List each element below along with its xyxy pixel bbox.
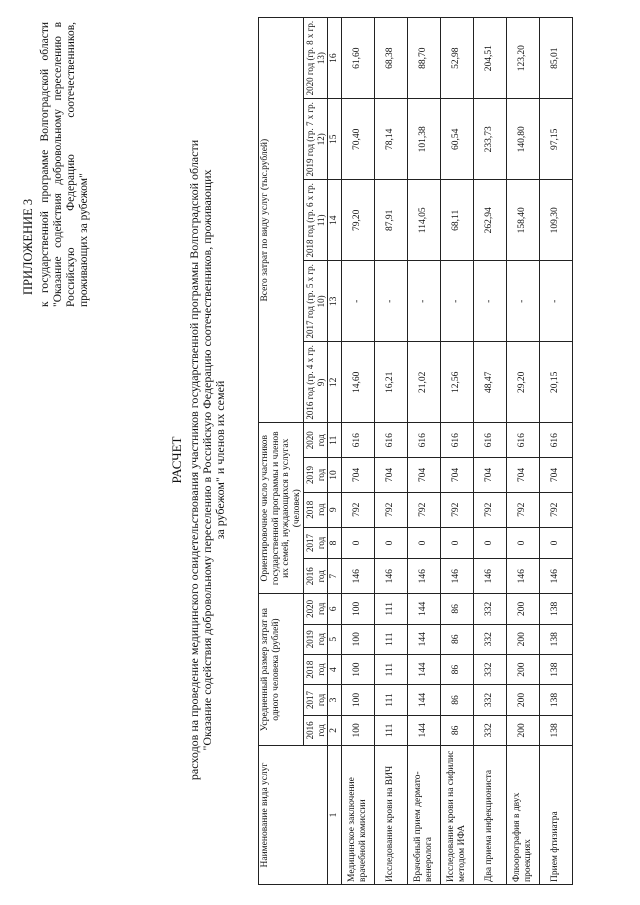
total-cell: 85,01 <box>539 18 572 99</box>
total-cell: - <box>539 261 572 342</box>
appendix-block <box>22 22 91 307</box>
people-cell: 704 <box>440 458 473 493</box>
total-cell: - <box>440 261 473 342</box>
service-name-cell: Два приема инфекциониста <box>473 746 506 885</box>
total-cell: 16,21 <box>374 342 407 423</box>
people-cell: 146 <box>440 559 473 594</box>
cost-cell: 138 <box>539 594 572 624</box>
total-cell: 21,02 <box>407 342 440 423</box>
column-number: 8 <box>328 527 342 559</box>
total-cell: 68,38 <box>374 18 407 99</box>
people-cell: 792 <box>407 492 440 527</box>
document-subtitle-line-2: "Оказание содействия добровольному переселению в Российскую Федерацию соотечественников, проживающих <box>200 169 214 751</box>
table-row <box>539 18 572 885</box>
total-cell: 60,54 <box>440 99 473 180</box>
people-cell: 704 <box>374 458 407 493</box>
people-cell: 0 <box>506 527 539 559</box>
cost-cell: 100 <box>341 654 374 684</box>
total-cell: 48,47 <box>473 342 506 423</box>
cost-cell: 332 <box>473 654 506 684</box>
people-cell: 704 <box>473 458 506 493</box>
avg-cost-header: Усредненный размер затрат на одного человека (рублей) <box>259 594 304 746</box>
participants-header: Ориентировочное число участников государственной программы и членов их семей, нуждающихся в услугах (человек) <box>259 423 304 594</box>
column-number: 14 <box>328 180 342 261</box>
cost-cell: 111 <box>374 624 407 654</box>
table-row <box>506 18 539 885</box>
cost-cell: 332 <box>473 624 506 654</box>
column-number: 2 <box>328 715 342 745</box>
cost-year-header: 2016 год <box>304 715 328 745</box>
table-row <box>341 18 374 885</box>
cost-cell: 138 <box>539 715 572 745</box>
total-cell: 79,20 <box>341 180 374 261</box>
cost-cell: 332 <box>473 685 506 715</box>
service-name-cell: Исследование крови на сифилис методом ИФА <box>440 746 473 885</box>
total-cell: 78,14 <box>374 99 407 180</box>
cost-year-header: 2020 год <box>304 594 328 624</box>
column-number: 10 <box>328 458 342 493</box>
participants-year-header: 2020 год <box>304 423 328 458</box>
cost-cell: 111 <box>374 654 407 684</box>
cost-cell: 200 <box>506 715 539 745</box>
people-cell: 0 <box>539 527 572 559</box>
total-cell: 52,98 <box>440 18 473 99</box>
people-cell: 146 <box>506 559 539 594</box>
cost-cell: 200 <box>506 685 539 715</box>
people-cell: 0 <box>473 527 506 559</box>
people-cell: 146 <box>374 559 407 594</box>
total-cell: 114,05 <box>407 180 440 261</box>
cost-year-header: 2018 год <box>304 654 328 684</box>
document-subtitle-line-1: расходов на проведение медицинского освидетельствования участников государственной программы Волгоградской области <box>187 139 201 781</box>
people-cell: 704 <box>506 458 539 493</box>
cost-cell: 332 <box>473 594 506 624</box>
total-cell: 109,30 <box>539 180 572 261</box>
header-row-main <box>259 18 304 885</box>
people-cell: 616 <box>374 423 407 458</box>
total-cell: 14,60 <box>341 342 374 423</box>
total-year-header: 2017 год (гр. 5 х гр. 10) <box>304 261 328 342</box>
people-cell: 792 <box>341 492 374 527</box>
participants-year-header: 2017 год <box>304 527 328 559</box>
people-cell: 146 <box>341 559 374 594</box>
column-number: 11 <box>328 423 342 458</box>
document-title: РАСЧЕТ <box>169 436 184 484</box>
cost-cell: 100 <box>341 624 374 654</box>
total-cost-header: Всего затрат по виду услуг (тыс.рублей) <box>259 18 304 423</box>
total-cell: 68,11 <box>440 180 473 261</box>
column-number: 13 <box>328 261 342 342</box>
cost-cell: 86 <box>440 685 473 715</box>
cost-year-header: 2017 год <box>304 685 328 715</box>
column-number: 3 <box>328 685 342 715</box>
total-cell: 204,51 <box>473 18 506 99</box>
participants-year-header: 2018 год <box>304 492 328 527</box>
total-cell: 20,15 <box>539 342 572 423</box>
cost-cell: 144 <box>407 685 440 715</box>
total-cell: - <box>407 261 440 342</box>
total-cell: 123,20 <box>506 18 539 99</box>
table-row <box>440 18 473 885</box>
table-row <box>407 18 440 885</box>
total-cell: 88,70 <box>407 18 440 99</box>
total-cell: - <box>506 261 539 342</box>
people-cell: 0 <box>374 527 407 559</box>
cost-cell: 138 <box>539 624 572 654</box>
column-number: 4 <box>328 654 342 684</box>
column-number: 15 <box>328 99 342 180</box>
cost-cell: 111 <box>374 594 407 624</box>
column-number: 5 <box>328 624 342 654</box>
cost-cell: 200 <box>506 594 539 624</box>
people-cell: 616 <box>539 423 572 458</box>
cost-cell: 144 <box>407 594 440 624</box>
column-number: 16 <box>328 18 342 99</box>
cost-cell: 86 <box>440 654 473 684</box>
column-number: 1 <box>328 746 342 885</box>
cost-cell: 86 <box>440 715 473 745</box>
total-cell: 233,73 <box>473 99 506 180</box>
total-cell: 158,40 <box>506 180 539 261</box>
people-cell: 0 <box>341 527 374 559</box>
cost-cell: 144 <box>407 654 440 684</box>
appendix-text: к государственной программе Волгоградской области "Оказание содействия добровольному переселению в Российскую Федерацию соотечественников, проживающих за рубежом" <box>39 22 90 307</box>
people-cell: 616 <box>440 423 473 458</box>
total-cell: 262,94 <box>473 180 506 261</box>
document-subtitle-line-3: за рубежом" и членов их семей <box>213 380 227 540</box>
appendix-title: ПРИЛОЖЕНИЕ 3 <box>21 198 35 295</box>
total-year-header: 2020 год (гр. 8 х гр. 13) <box>304 18 328 99</box>
participants-year-header: 2019 год <box>304 458 328 493</box>
column-number: 7 <box>328 559 342 594</box>
people-cell: 616 <box>341 423 374 458</box>
people-cell: 0 <box>407 527 440 559</box>
people-cell: 616 <box>473 423 506 458</box>
total-cell: 140,80 <box>506 99 539 180</box>
people-cell: 146 <box>539 559 572 594</box>
total-year-header: 2019 год (гр. 7 х гр. 12) <box>304 99 328 180</box>
cost-cell: 100 <box>341 715 374 745</box>
people-cell: 704 <box>539 458 572 493</box>
table-row <box>374 18 407 885</box>
total-cell: 12,56 <box>440 342 473 423</box>
cost-cell: 86 <box>440 594 473 624</box>
cost-cell: 138 <box>539 654 572 684</box>
service-name-cell: Врачебный прием дермато-венеролога <box>407 746 440 885</box>
participants-year-header: 2016 год <box>304 559 328 594</box>
cost-cell: 111 <box>374 715 407 745</box>
people-cell: 792 <box>473 492 506 527</box>
total-cell: 101,38 <box>407 99 440 180</box>
people-cell: 792 <box>539 492 572 527</box>
people-cell: 792 <box>374 492 407 527</box>
total-cell: 70,40 <box>341 99 374 180</box>
cost-cell: 100 <box>341 594 374 624</box>
total-cell: 29,20 <box>506 342 539 423</box>
total-cell: 97,15 <box>539 99 572 180</box>
service-name-cell: Исследование крови на ВИЧ <box>374 746 407 885</box>
total-cell: - <box>341 261 374 342</box>
cost-cell: 200 <box>506 654 539 684</box>
people-cell: 704 <box>341 458 374 493</box>
people-cell: 704 <box>407 458 440 493</box>
cost-cell: 138 <box>539 685 572 715</box>
people-cell: 616 <box>506 423 539 458</box>
total-year-header: 2018 год (гр. 6 х гр. 11) <box>304 180 328 261</box>
service-header: Наименование вида услуг <box>259 746 328 885</box>
document-title-block <box>170 110 227 810</box>
total-cell: - <box>473 261 506 342</box>
people-cell: 792 <box>506 492 539 527</box>
service-name-cell: Флюорография в двух проекциях <box>506 746 539 885</box>
column-number: 12 <box>328 342 342 423</box>
total-cell: 87,91 <box>374 180 407 261</box>
cost-cell: 144 <box>407 624 440 654</box>
cost-cell: 200 <box>506 624 539 654</box>
cost-cell: 86 <box>440 624 473 654</box>
people-cell: 146 <box>407 559 440 594</box>
cost-year-header: 2019 год <box>304 624 328 654</box>
total-cell: 61,60 <box>341 18 374 99</box>
cost-cell: 332 <box>473 715 506 745</box>
total-cell: - <box>374 261 407 342</box>
cost-cell: 111 <box>374 685 407 715</box>
people-cell: 616 <box>407 423 440 458</box>
column-number: 6 <box>328 594 342 624</box>
people-cell: 792 <box>440 492 473 527</box>
table-row <box>473 18 506 885</box>
cost-calculation-table <box>258 17 573 885</box>
column-number: 9 <box>328 492 342 527</box>
cost-cell: 100 <box>341 685 374 715</box>
people-cell: 0 <box>440 527 473 559</box>
total-year-header: 2016 год (гр. 4 х гр. 9) <box>304 342 328 423</box>
service-name-cell: Медицинское заключение врачебной комиссии <box>341 746 374 885</box>
people-cell: 146 <box>473 559 506 594</box>
column-number-row <box>328 18 342 885</box>
cost-cell: 144 <box>407 715 440 745</box>
service-name-cell: Прием фтизиатра <box>539 746 572 885</box>
